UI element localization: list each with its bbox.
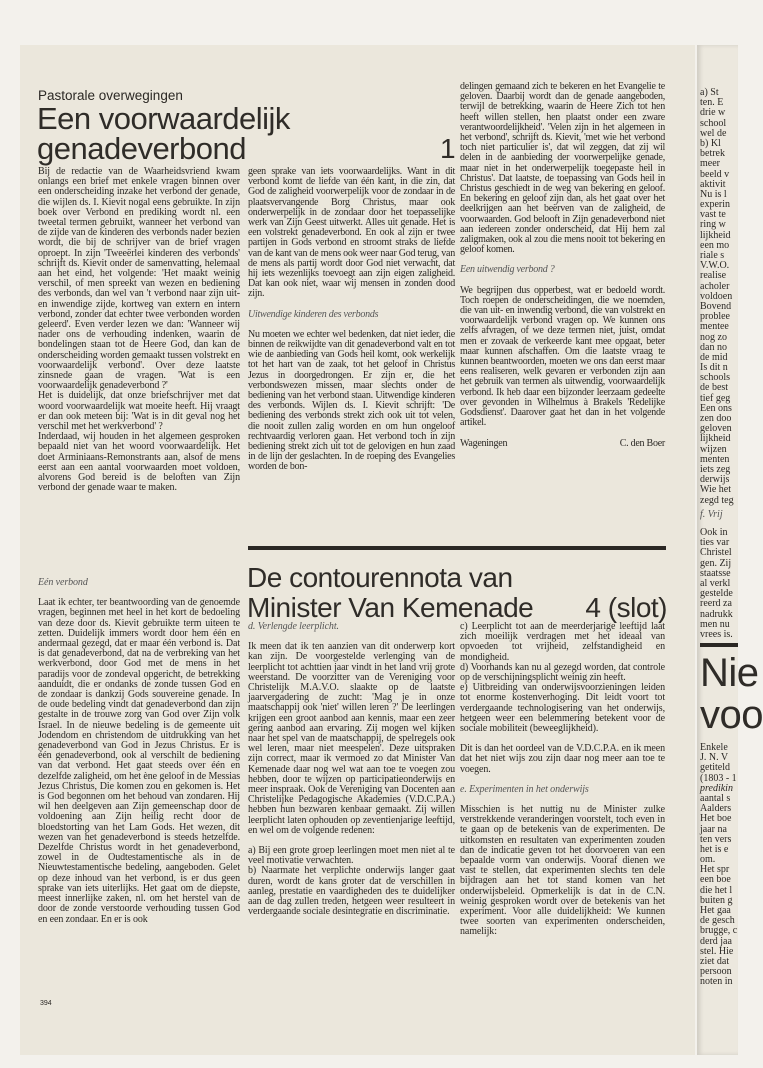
article1-column1 — [38, 167, 240, 494]
text-line: realise — [700, 270, 727, 282]
text-line: (1803 - 1 — [700, 772, 737, 784]
text-line: aktivit — [700, 178, 726, 190]
text-line: menten — [700, 453, 730, 465]
article-title-line2: genadeverbond — [37, 131, 246, 166]
text-line: wijzen — [700, 443, 727, 455]
text-line: ties var — [700, 537, 730, 549]
paragraph: Laat ik echter, ter beantwoording van de genoemde vragen, beginnen met heel in het kort de bedoeling van deze door ds. Kievit gebruikte term uiteen te zetten. Duidelijk immers wordt door hem één en andermaal gezegd, dat er maar één verbond is. Dat is dat genadeverbond, dat na de verbreking van het werkverbond, door God met de mens in het paradijs voor de zondeval opgericht, de betrekking aanduidt, die er ondanks de zonde tussen God en de zondaar is dankzij Gods souvereine genade. In de oude bedeling vindt dat genadeverbond dan zijn gestalte in de trouwe zorg van God over Zijn volk Israel. In de nieuwe bedeling is de gemeente uit Jodendom en christendom de uitdrukking van het genadeverbond van God in Jezus Christus. Er is één genadeverbond, ook al verschilt de bediening van dat verbond. Het gaat steeds over één en dezelfde zaligheid, om het ène geloof in de Messias Jezus Christus, Die komen zou en gekomen is. Het is God begonnen om het behoud van zondaren. Hij wil hen deelgeven aan Zijn gemeenschap door de voldoening aan Zijn heilig recht door de bloedstorting van het Lam Gods. Het wezen, dit wezen van het genadeverbond is steeds hetzelfde. Dezelfde Christus wordt in het genadeverbond, zowel in de Oudtestamentische als in de Nieuwtestamentische bedeling, aangeboden. Gelet op deze inhoud van het verbond, is er dus geen sprake van iets uiterlijks. Het gaat om de diepste, meest innerlijke zaken, nl. om het herstel van de door de zonde verstoorde verhouding tussen God en een zondaar. En er is ook — [38, 597, 240, 925]
paragraph: We begrijpen dus opperbest, wat er bedoeld wordt. Toch roepen de onderscheidingen, die we noemden, die van uit- en inwendig verbond, die van volstrekt en voorwaardelijk verbond vragen op. We kunnen ons zelfs afvragen, of we deze termen niet, juist, omdat men er zovaak de verkeerde kant mee opgaat, beter maar kunnen afschaffen. Om die laatste vraag te kunnen beantwoorden, moeten we ons dan eerst maar eens realiseren, welk gevaren er verbonden zijn aan het gebruik van termen als uitwendig, voorwaardelijk verbond. Ik heb daar een bijzonder leerzaam gedeelte over gevonden in Wilhelmus à Brakels 'Redelijke Godsdienst'. Daarover gaat het dan in het volgende artikel. — [460, 284, 665, 429]
paragraph: delingen gemaand zich te bekeren en het Evangelie te geloven. Daarbij wordt dan de genade aangeboden, terwijl de betrekking, waarin de Heere Zich tot hen heeft willen stellen, hen plaatst onder een zware verantwoordelijkheid'. 'Velen zijn in het algemeen in het verbond', schrijft ds. Kievit, 'met wie het verbond toch niet particulier is', dat wil zeggen, dat zij wil delen in de aanbieding der voorwerpelijke genade, maar niet in het onderwerpelijk toegepaste heil in Christus'. Dat laatste, de toepassing van Gods heil in Christus geschiedt in de weg van bekering en geloof. En bekering en geloof zijn dan, als het gaat over het deelkrijgen aan het beërven van de zaligheid, de voorwaarden. God belooft in Zijn genadeverbond niet aan iedereen zonder onderscheid, dat Hij hem zal zaligmaken, ook al zou die mens nooit tot bekering en geloof komen. — [460, 81, 665, 256]
text-line: beeld v — [700, 168, 730, 180]
text-line: Enkele — [700, 742, 728, 753]
subheading: Eén verbond — [38, 577, 88, 588]
subheading: Uitwendige kinderen des verbonds — [248, 308, 379, 320]
article2-column2 — [460, 622, 665, 938]
list-item: c) Leerplicht tot aan de meerderjarige leeftijd laat zich moeilijk verdragen met het ideaal van opvoeden tot vrijheid, zelfstandigheid en mondigheid. — [460, 621, 665, 663]
text-line: b) Kl — [700, 137, 721, 149]
text-line: Het gaa — [700, 905, 731, 916]
text-line: voldoen — [700, 290, 733, 302]
article2-column1 — [248, 622, 455, 917]
text-line: tief geg — [700, 392, 731, 404]
text-line: predikin — [700, 782, 733, 794]
text-line: men nu — [700, 618, 730, 630]
text-line: Het spr — [700, 864, 730, 876]
subheading: d. Verlengde leerplicht. — [248, 621, 339, 632]
text-line: problee — [700, 311, 730, 323]
text-line: Nu is l — [700, 188, 727, 200]
article-part-number: 1 — [440, 133, 456, 164]
text-line: Een ons — [700, 402, 732, 414]
paragraph: Misschien is het nuttig nu de Minister zulke verstrekkende veranderingen voorstelt, toch even in te gaan op de betekenis van de experimenten. De uitkomsten en resultaten van experimenten zouden dan de indicatie geven tot het doorvoeren van een bepaalde vorm van onderwijs. Vooraf dienen we vast te stellen, dat experimenten slechts ten dele bijdragen aan het tot stand komen van het onderwijsbeleid. Opmerkelijk is dat in de C.N. weinig gesproken wordt over de betekenis van het experiment. Voor alle duidelijkheid: We kunnen twee soorten van experimenten onderscheiden, namelijk: — [460, 804, 665, 938]
text-line: al verkl — [700, 577, 731, 589]
text-line: ten. E — [700, 97, 724, 109]
byline-author: C. den Boer — [619, 437, 665, 449]
text-line: vast te — [700, 209, 726, 221]
byline — [460, 439, 665, 449]
text-line: staatsse — [700, 567, 731, 579]
paragraph: Bij de redactie van de Waarheidsvriend kwam onlangs een brief met enkele vragen binnen over een onderscheiding inzake het verbond der genade, die wijlen ds. I. Kievit nogal eens gebruikte. In zijn boek over Verbond en prediking wordt nl. een tweetal termen gebruikt, wanneer het verbond van de zijde van de kinderen des verbonds nader bezien wordt, die bij de schrijver van de brief vragen oproept. In zijn 'Tweeërlei kinderen des verbonds' schrijft ds. Kievit onder de samenvatting, helemaal aan het eind, het volgende: 'Het maakt weinig verschil, of men spreekt van wezen en bediening des verbonds, dan wel van 't verbond naar zijn uit- en inwendige zijde, kortweg van extern en intern verbond, zonder dat echter twee verbonden worden geleerd'. Even verder lezen we dan: 'Wanneer wij nader ons de verhouding indenken, waarin de bondelingen staan tot de Heere God, dan kan de onderscheiding worden gemaakt tussen volstrekt en voorwaardelijk verbond'. Over deze laatste zinsnede gaan de vragen. 'Wat is een voorwaardelijk genadeverbond ?' — [38, 166, 240, 392]
text-line: de gesch — [700, 915, 735, 927]
text-line: jaar na — [700, 823, 727, 835]
text-line: een boe — [700, 874, 731, 886]
facing-title-line1: Nie — [700, 651, 759, 695]
text-line: nadrukk — [700, 608, 733, 620]
text-line: mentee — [700, 321, 729, 333]
text-line: lijkheid — [700, 229, 731, 241]
list-item: d) Voorhands kan nu al gezegd worden, dat controle op de verschijningsplicht weinig zin heeft. — [460, 661, 665, 684]
text-line: betrek — [700, 148, 725, 160]
article1-column3 — [460, 82, 665, 449]
text-line: die het l — [700, 884, 733, 896]
text-line: schools — [700, 372, 730, 384]
text-line: wel de — [700, 127, 727, 139]
text-line: buiten g — [700, 894, 733, 906]
text-line: ziet dat — [700, 955, 730, 967]
facing-subheading: f. Vrij — [700, 509, 723, 520]
text-line: Is dit n — [700, 362, 728, 374]
article1-column2 — [248, 167, 455, 473]
text-line: J. N. V — [700, 752, 729, 764]
text-line: persoon — [700, 966, 732, 978]
article-title-line1: Een voorwaardelijk — [37, 101, 290, 136]
text-line: getiteld — [700, 762, 730, 774]
article2-title-line1: De contourennota van — [247, 562, 513, 593]
text-line: gen. Zij — [700, 557, 732, 569]
text-line: Aalders — [700, 803, 732, 815]
paragraph: Het is duidelijk, dat onze briefschrijver met dat woord voorwaardelijk wat moeite heeft. Hij vraagt er dan ook meteen bij: 'Wat is in dit geval nog het verschil met het werkverbond' ? — [38, 390, 240, 433]
text-line: ring w — [700, 219, 726, 231]
text-line: de best — [700, 382, 729, 394]
text-line: Het boe — [700, 813, 732, 825]
article2-part: 4 (slot) — [585, 592, 667, 623]
list-item: a) Bij een grote groep leerlingen moet men niet al te veel motivatie verwachten. — [248, 845, 455, 867]
text-line: nog zo — [700, 331, 727, 343]
subheading: Een uitwendig verbond ? — [460, 264, 555, 276]
text-line: het is e — [700, 843, 729, 855]
text-line: geloven — [700, 423, 732, 435]
text-line: een mo — [700, 239, 730, 251]
text-line: dan no — [700, 341, 727, 353]
article1-column1b — [38, 568, 240, 925]
text-line: school — [700, 117, 727, 129]
text-line: drie w — [700, 107, 726, 119]
text-line: zegd teg — [700, 494, 734, 506]
text-line: gestelde — [700, 588, 733, 600]
text-line: brugge, c — [700, 925, 738, 937]
text-line: Wie het — [700, 484, 731, 496]
text-line: Ook in — [700, 527, 728, 538]
text-line: V.W.O. — [700, 260, 730, 272]
facing-title-line2: voo — [700, 693, 763, 737]
list-item: b) Naarmate het verplichte onderwijs langer gaat duren, wordt de kans groter dat de verschillen in aanleg, prestatie en vaardigheden des te duidelijker aan de dag zullen treden, hetgeen weer resulteert in verdergaande sociale desintegratie en discriminatie. — [248, 865, 455, 918]
text-line: acholer — [700, 280, 730, 292]
byline-place: Wageningen — [460, 437, 508, 449]
page-number: 394 — [40, 1000, 52, 1007]
article-kicker: Pastorale overwegingen — [38, 88, 183, 103]
text-line: lijkheid — [700, 433, 731, 445]
paragraph: Nu moeten we echter wel bedenken, dat niet ieder, die binnen de reikwijdte van dit genadeverbond valt en tot wie de aanbieding van Gods heil komt, ook werkelijk tot het hart van de zaak, tot het geloof in Christus Jezus in doorgedrongen. Er zijn er, die het verbondswezen missen, maar slechts onder de bediening van het verbond staan. Uitwendige kinderen des verbonds. Wijlen ds. I. Kievit schrijft: 'De bediening des verbonds strekt zich ook uit tot velen, die nooit zullen zalig worden en om hun ongeloof rechtvaardig verloren gaan. Het verbond toch in zijn bediening strekt zich uit tot de gelovigen en hun zaad in de lijn der geslachten. In de roeping des Evangelies worden de bon- — [248, 328, 455, 473]
text-line: vrees is. — [700, 628, 733, 640]
facing-divider-rule — [700, 643, 738, 647]
facing-column-top — [700, 88, 738, 506]
paragraph: Ik meen dat ik ten aanzien van dit onderwerp kort kan zijn. De voorgestelde verlenging van de leerplicht tot achttien jaar vindt in het land vrij grote weerstand. De voorzitter van de Vereniging voor Christelijk M.A.V.O. slaakte op de laatste jaarvergadering de zucht: 'Mag je in onze maatschappij ook 'niet' willen leren ?' De leerlingen krijgen een groot aanbod aan kennis, maar een zeer gering aanbod aan ervaring. Zij mogen wel kijken naar het spel van de maatschappij, de spelregels ook wel leren, maar niet meespelen'. Deze uitspraken zijn correct, maar ik vermoed zo dat Minister Van Kemenade daar nog wel wat aan toe te voegen zou hebben, door te wijzen op participatieonderwijs en meer inspraak. Ook de Vereniging van Docenten aan Christelijke Pedagogische Akademies (V.D.C.P.A.) hebben hun bezwaren kenbaar gemaakt. Zij willen leerplicht laten ophouden op zeventienjarige leeftijd, en wel om de volgende redenen: — [248, 641, 455, 836]
text-line: noten in — [700, 976, 733, 988]
facing-column-mid — [700, 528, 738, 640]
list-item: e) Uitbreiding van onderwijsvoorzieningen leiden tot enorme kostenverhoging. Dit leidt voort tot verdergaande technologisering van het onderwijs, hetgeen weer een belemmering betekent voor de sociale mobiliteit (beweeglijkheid). — [460, 682, 665, 735]
text-line: zen doo — [700, 413, 732, 424]
divider-rule — [248, 546, 666, 550]
text-line: derd jaa — [700, 935, 732, 947]
text-line: Christel — [700, 547, 732, 559]
text-line: Bovend — [700, 300, 732, 312]
facing-column-bottom — [700, 743, 738, 988]
text-line: meer — [700, 158, 720, 170]
paragraph: geen sprake van iets voorwaardelijks. Want in dit verbond komt de liefde van één kant, in die zin, dat God de zaligheid voorwerpelijk voor de zondaar in de plaatsvervangende Borg Christus, maar ook onderwerpelijk in de zondaar door het toepasselijke werk van Zijn Geest uitwerkt. Alles uit genade. Het is een volstrekt genadeverbond. En ook al zijn er twee partijen in Gods verbond en stroomt straks de liefde van de kant van de mens ook weer naar God terug, van de mens als partij wordt door God niet verwacht, dat hij iets wezenlijks toevoegt aan zijn eigen zaligheid. Dat kan ook niet, waar wij mensen in zonden dood zijn. — [248, 166, 455, 300]
text-line: de mid — [700, 351, 728, 363]
text-line: om. — [700, 854, 716, 866]
paragraph: Inderdaad, wij houden in het algemeen gesproken bepaald niet van het woord voorwaardelijk. Het doet Arminiaans-Remonstrants aan, alsof de mens eerst aan een aantal voorwaarden moet voldoen, alvorens God bereid is de beloften van Zijn verbond der genade waar te maken. — [38, 431, 240, 494]
text-line: reerd za — [700, 598, 732, 610]
text-line: riale s — [700, 250, 725, 261]
text-line: stel. Hie — [700, 945, 734, 957]
text-line: a) St — [700, 87, 719, 98]
paragraph: Dit is dan het oordeel van de V.D.C.P.A. en ik meen dat het niet wijs zou zijn daar nog meer aan toe te voegen. — [460, 743, 665, 775]
text-line: ten vers — [700, 833, 732, 845]
text-line: experin — [700, 199, 730, 211]
article2-title-line2: Minister Van Kemenade — [247, 592, 534, 623]
text-line: aantal s — [700, 792, 731, 804]
text-line: derwijs — [700, 474, 730, 486]
subheading: e. Experimenten in het onderwijs — [460, 783, 589, 795]
text-line: iets zeg — [700, 463, 731, 475]
